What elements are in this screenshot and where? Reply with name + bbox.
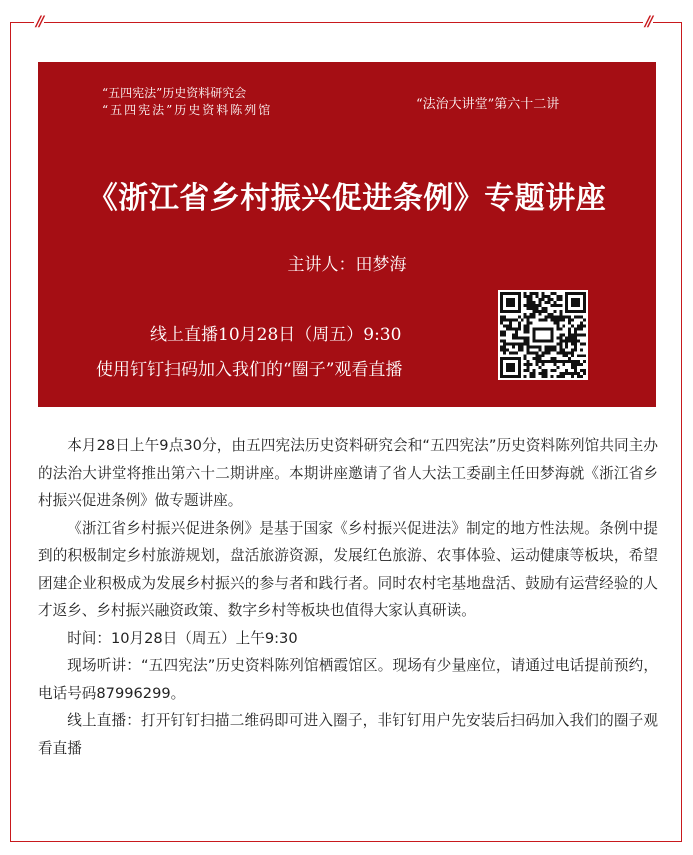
live-broadcast-time: 线上直播10月28日（周五）9:30 [150,325,402,345]
paragraph-venue: 现场听讲：“五四宪法”历史资料陈列馆栖霞馆区。现场有少量座位，请通过电话提前预约，电话号码87996299。 [38,657,658,702]
lecture-series-label: “法治大讲堂”第六十二讲 [416,97,560,112]
corner-ornament-right: // [645,14,652,30]
paragraph-online: 线上直播：打开钉钉扫描二维码即可进入圈子，非钉钉用户先安装后扫码加入我们的圈子观看直播 [38,712,658,757]
corner-ornament-left: // [36,14,43,30]
organizer-exhibition-hall: “五四宪法”历史资料陈列馆 [102,103,273,117]
paragraph-regulation: 《浙江省乡村振兴促进条例》是基于国家《乡村振兴促进法》制定的地方性法规。条例中提到的积极制定乡村旅游规划，盘活旅游资源，发展红色旅游、农事体验、运动健康等板块，希望团建企业积极成为发展乡村振兴的参与者和践行者。同时农村宅基地盘活、鼓励有运营经验的人才返乡、乡村振兴融资政策、数字乡村等板块也值得大家认真研读。 [38,519,658,619]
paragraph-intro: 本月28日上午9点30分，由五四宪法历史资料研究会和“五四宪法”历史资料陈列馆共同主办的法治大讲堂将推出第六十二期讲座。本期讲座邀请了省人大法工委副主任田梦海就《浙江省乡村振兴促进条例》做专题讲座。 [38,437,658,509]
qr-code[interactable] [498,290,588,380]
lecture-speaker: 主讲人：田梦海 [287,255,407,275]
organizer-research-society: “五四宪法”历史资料研究会 [102,86,247,100]
lecture-banner [38,62,656,407]
lecture-title: 《浙江省乡村振兴促进条例》专题讲座 [87,181,607,216]
article-body [38,432,658,762]
scan-instruction: 使用钉钉扫码加入我们的“圈子”观看直播 [96,360,403,380]
paragraph-time: 时间：10月28日（周五）上午9:30 [67,629,298,647]
